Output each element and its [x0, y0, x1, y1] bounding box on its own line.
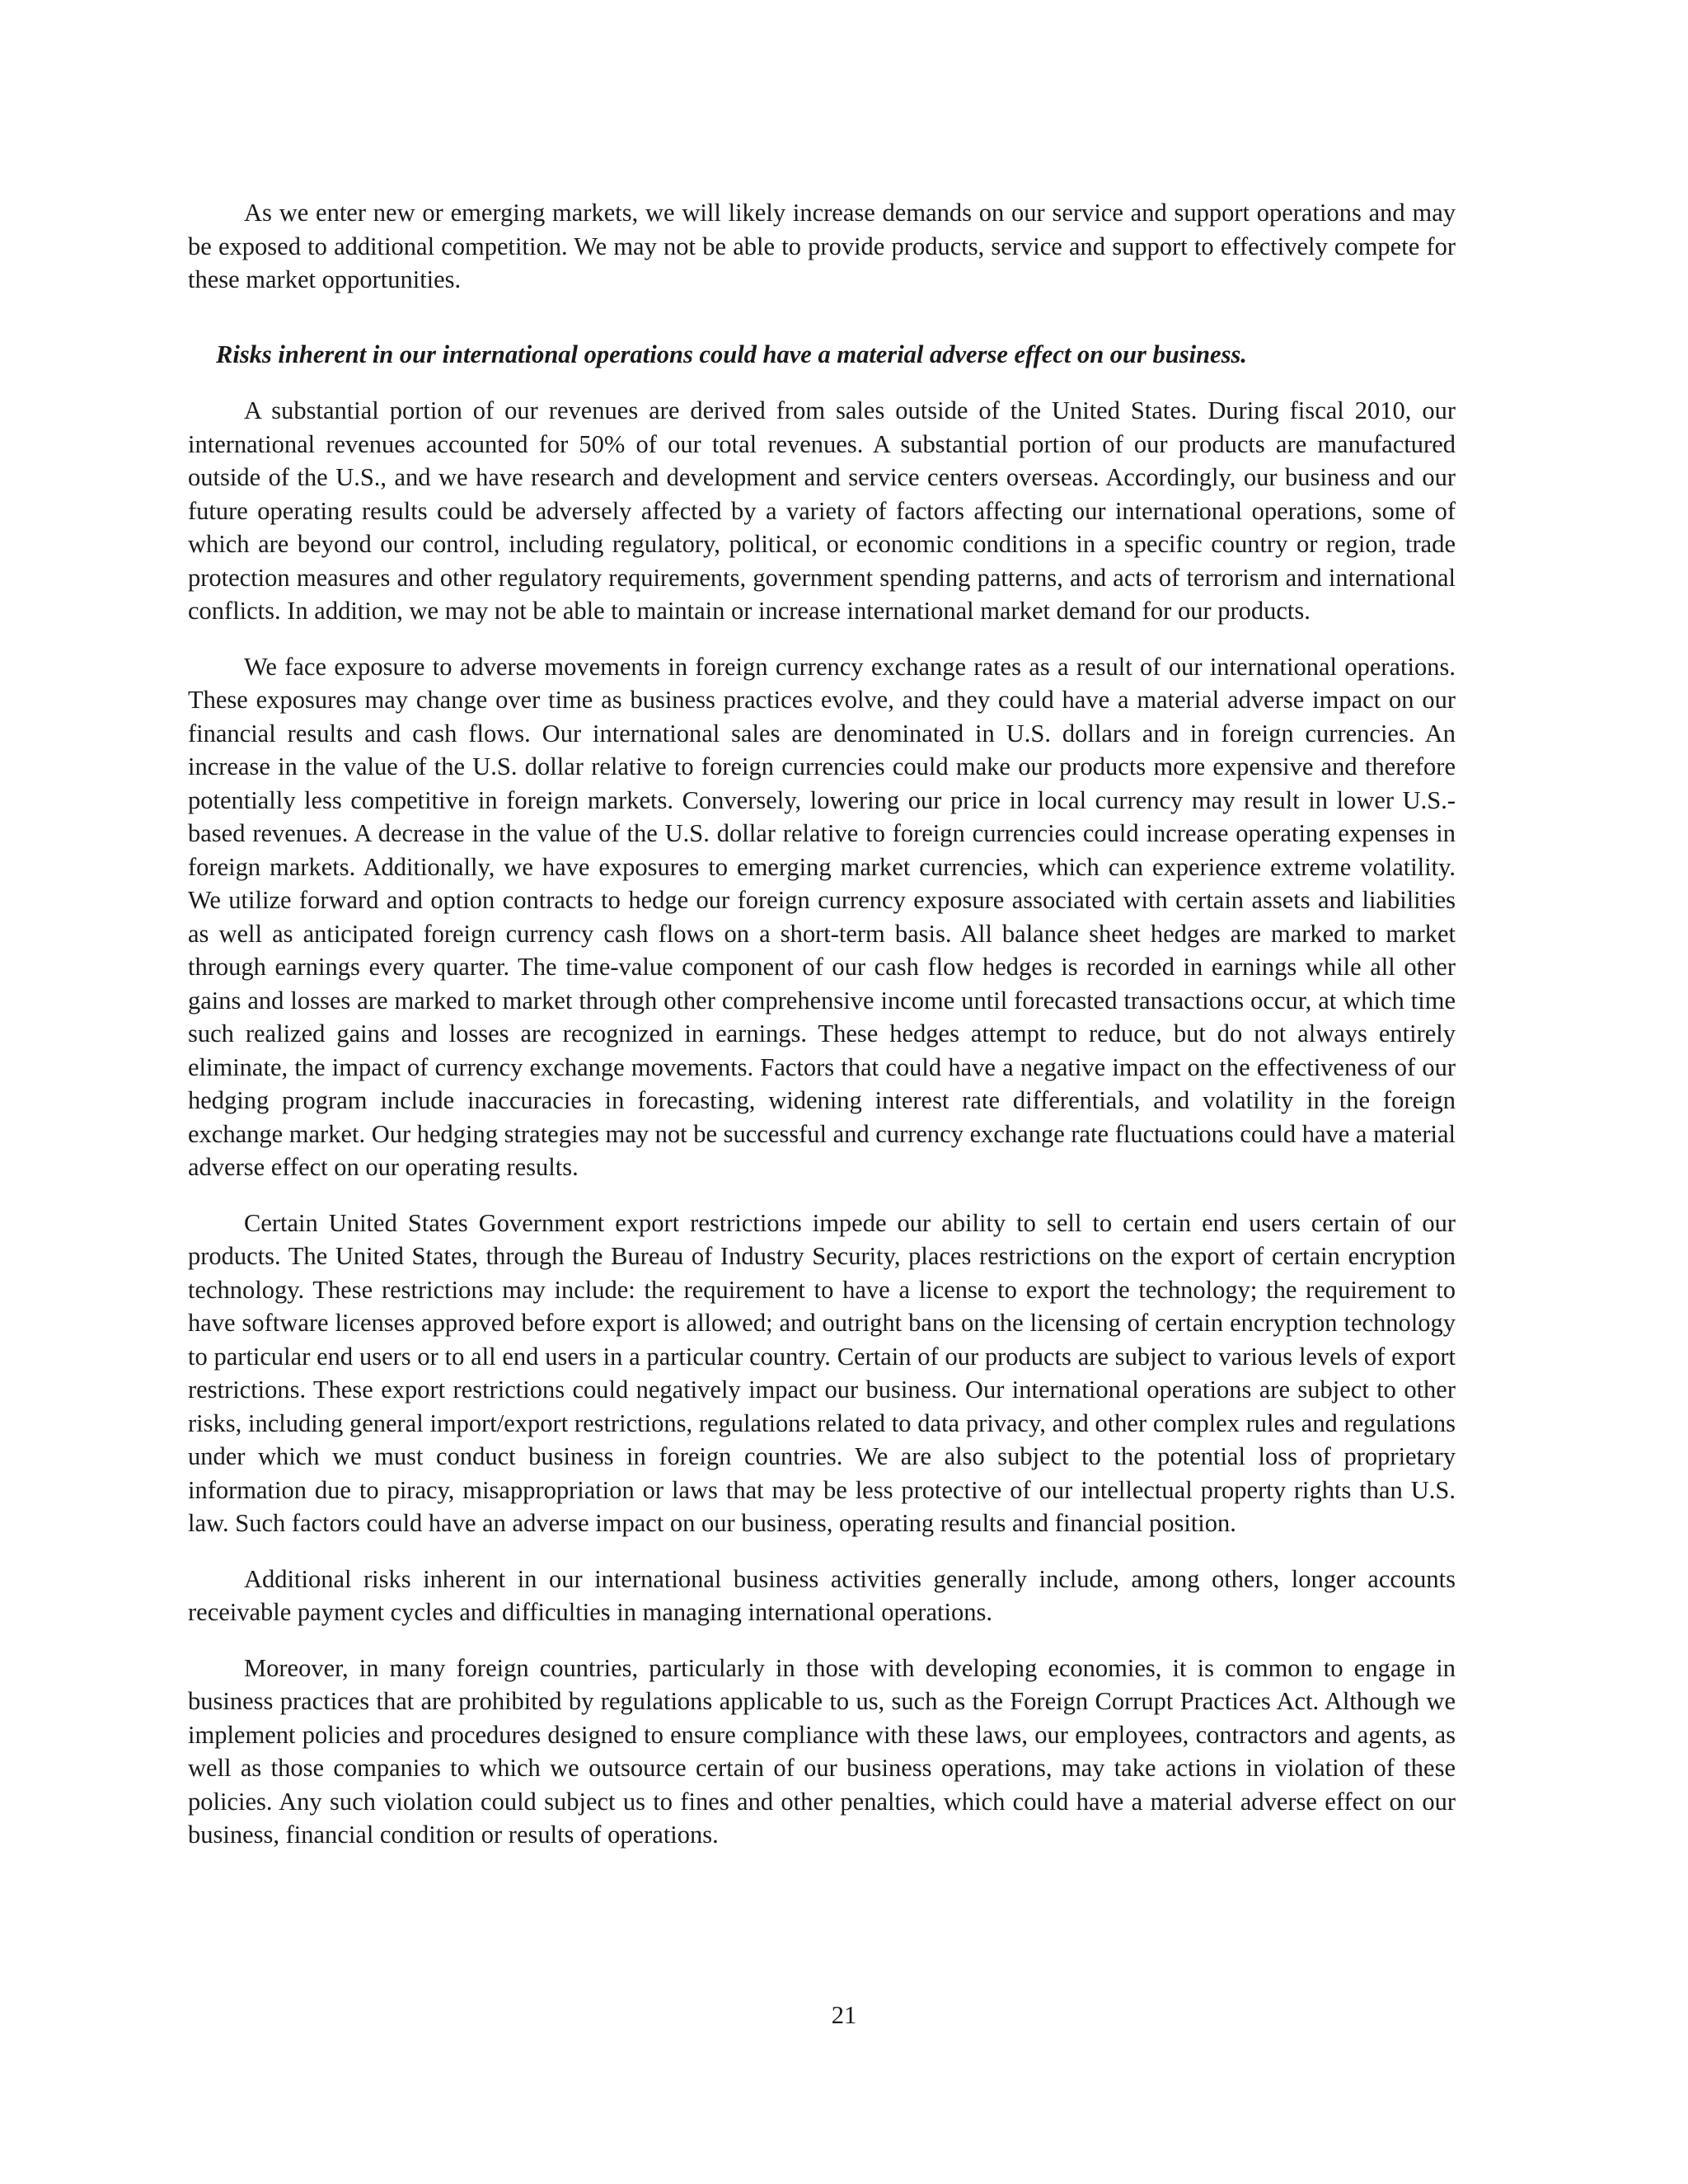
paragraph-currency-exposure: We face exposure to adverse movements in foreign currency exchange rates as a result of our international operations. These exposures may change over time as business practices evolve, and they could have a material adverse impact on our financial results and cash flows. Our international sales are denominated in U.S. dollars and in foreign currencies. An increase in the value of the U.S. dollar relative to foreign currencies could make our products more expensive and therefore potentially less competitive in foreign markets. Conversely, lowering our price in local currency may result in lower U.S.-based revenues. A decrease in the value of the U.S. dollar relative to foreign currencies could increase operating expenses in foreign markets. Additionally, we have exposures to emerging market currencies, which can experience extreme volatility. We utilize forward and option contracts to hedge our foreign currency exposure associated with certain assets and liabilities as well as anticipated foreign currency cash flows on a short-term basis. All balance sheet hedges are marked to market through earnings every quarter. The time-value component of our cash flow hedges is recorded in earnings while all other gains and losses are marked to market through other comprehensive income until forecasted transactions occur, at which time such realized gains and losses are recognized in earnings. These hedges attempt to reduce, but do not always entirely eliminate, the impact of currency exchange movements. Factors that could have a negative impact on the effectiveness of our hedging program include inaccuracies in forecasting, widening interest rate differentials, and volatility in the foreign exchange market. Our hedging strategies may not be successful and currency exchange rate fluctuations could have a material adverse effect on our operating results.: [188, 652, 1456, 1181]
paragraph-export-restrictions: Certain United States Government export restrictions impede our ability to sell to certain end users certain of our products. The United States, through the Bureau of Industry Security, places restrictions on the export of certain encryption technology. These restrictions may include: the requirement to have a license to export the technology; the requirement to have software licenses approved before export is allowed; and outright bans on the licensing of certain encryption technology to particular end users or to all end users in a particular country. Certain of our products are subject to various levels of export restrictions. These export restrictions could negatively impact our business. Our international operations are subject to other risks, including general import/export restrictions, regulations related to data privacy, and other complex rules and regulations under which we must conduct business in foreign countries. We are also subject to the potential loss of proprietary information due to piracy, misappropriation or laws that may be less protective of our intellectual property rights than U.S. law. Such factors could have an adverse impact on our business, operating results and financial position.: [188, 1208, 1456, 1537]
intro-paragraph: As we enter new or emerging markets, we will likely increase demands on our service and support operations and may be exposed to additional competition. We may not be able to provide products, service and support to effectively compete for these market opportunities.: [188, 199, 1456, 293]
paragraph-foreign-practices: Moreover, in many foreign countries, particularly in those with developing economies, it is common to engage in business practices that are prohibited by regulations applicable to us, such as the Foreign Corrupt Practices Act. Although we implement policies and procedures designed to ensure compliance with these laws, our employees, contractors and agents, as well as those companies to which we outsource certain of our business operations, may take actions in violation of these policies. Any such violation could subject us to fines and other penalties, which could have a material adverse effect on our business, financial condition or results of operations.: [188, 1653, 1456, 1849]
paragraph-international-revenues: A substantial portion of our revenues are derived from sales outside of the United States. During fiscal 2010, our international revenues accounted for 50% of our total revenues. A substantial portion of our products are manufactured outside of the U.S., and we have research and development and service centers overseas. Accordingly, our business and our future operating results could be adversely affected by a variety of factors affecting our international operations, some of which are beyond our control, including regulatory, political, or economic conditions in a specific country or region, trade protection measures and other regulatory requirements, government spending patterns, and acts of terrorism and international conflicts. In addition, we may not be able to maintain or increase international market demand for our products.: [188, 396, 1456, 625]
section-heading: Risks inherent in our international operations could have a material adverse effect on our business.: [216, 340, 1247, 368]
page-number: 21: [831, 2001, 857, 2029]
document-page: [188, 196, 1456, 1852]
paragraph-additional-risks: Additional risks inherent in our international business activities generally include, among others, longer accounts receivable payment cycles and difficulties in managing international operations.: [188, 1564, 1456, 1626]
